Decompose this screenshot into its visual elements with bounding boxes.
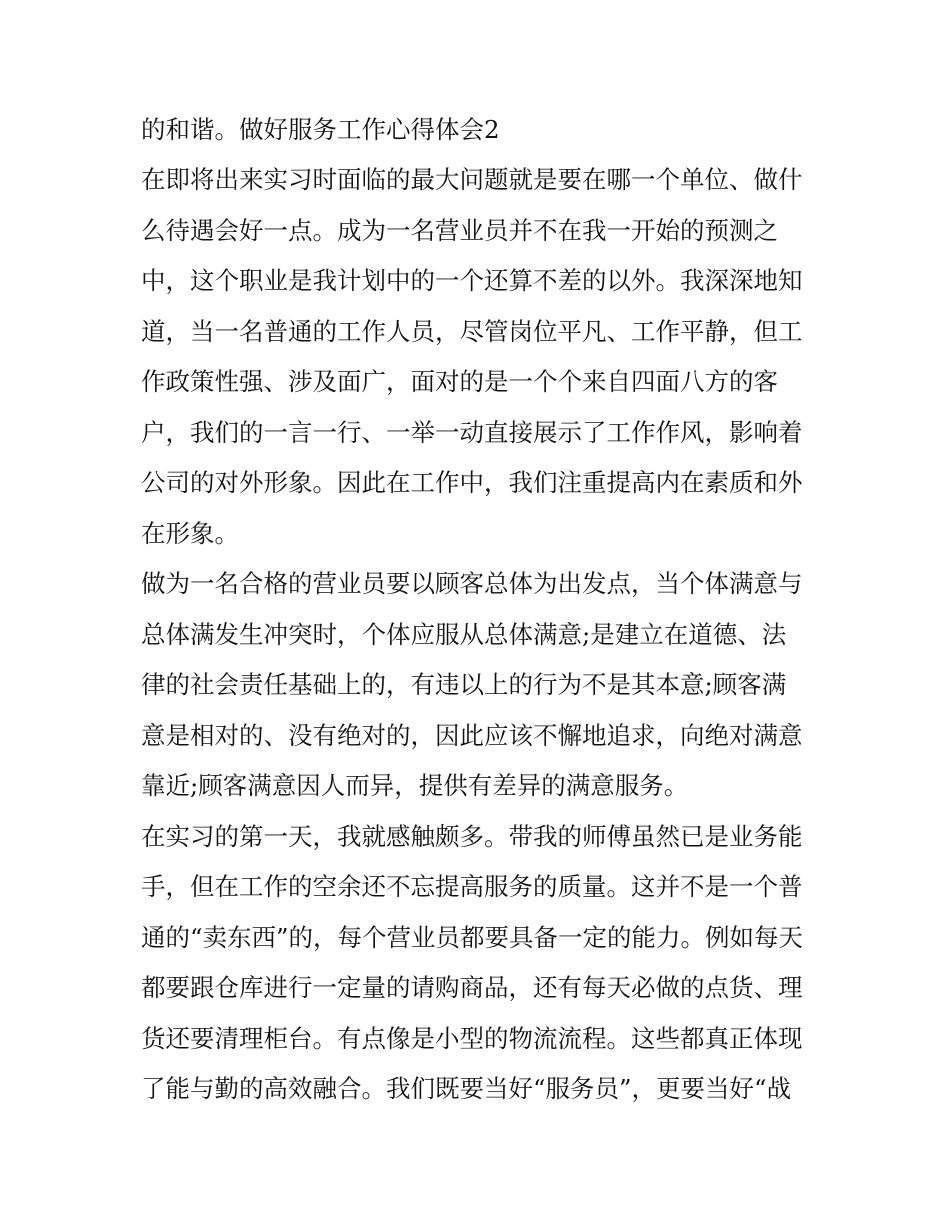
text-line: 意是相对的、没有绝对的，因此应该不懈地追求，向绝对满意 (141, 721, 803, 750)
text-line: 都要跟仓库进行一定量的请购商品，还有每天必做的点货、理 (141, 973, 803, 1002)
text-line: 的和谐。做好服务工作心得体会2 (141, 115, 500, 144)
text-line: 公司的对外形象。因此在工作中，我们注重提高内在素质和外 (141, 468, 803, 497)
text-line: 户，我们的一言一行、一举一动直接展示了工作作风，影响着 (141, 418, 803, 447)
text-line: 通的“卖东西”的，每个营业员都要具备一定的能力。例如每天 (141, 923, 804, 952)
text-line: 货还要清理柜台。有点像是小型的物流流程。这些都真正体现 (141, 1024, 803, 1053)
text-line: 做为一名合格的营业员要以顾客总体为出发点，当个体满意与 (141, 569, 803, 598)
text-line: 中，这个职业是我计划中的一个还算不差的以外。我深深地知 (141, 266, 803, 295)
text-line: 总体满发生冲突时，个体应服从总体满意;是建立在道德、法 (141, 620, 787, 649)
text-line: 在实习的第一天，我就感触颇多。带我的师傅虽然已是业务能 (141, 822, 803, 851)
text-line: 律的社会责任基础上的，有违以上的行为不是其本意;顾客满 (141, 670, 787, 699)
text-line: 了能与勤的高效融合。我们既要当好“服务员”，更要当好“战 (141, 1074, 792, 1103)
text-line: 靠近;顾客满意因人而异，提供有差异的满意服务。 (141, 771, 689, 800)
text-line: 道，当一名普通的工作人员，尽管岗位平凡、工作平静，但工 (141, 317, 803, 346)
text-line: 手，但在工作的空余还不忘提高服务的质量。这并不是一个普 (141, 872, 803, 901)
text-line: 在形象。 (141, 519, 239, 548)
text-line: 么待遇会好一点。成为一名营业员并不在我一开始的预测之 (141, 216, 778, 245)
text-line: 在即将出来实习时面临的最大问题就是要在哪一个单位、做什 (141, 165, 803, 194)
text-line: 作政策性强、涉及面广，面对的是一个个来自四面八方的客 (141, 367, 778, 396)
